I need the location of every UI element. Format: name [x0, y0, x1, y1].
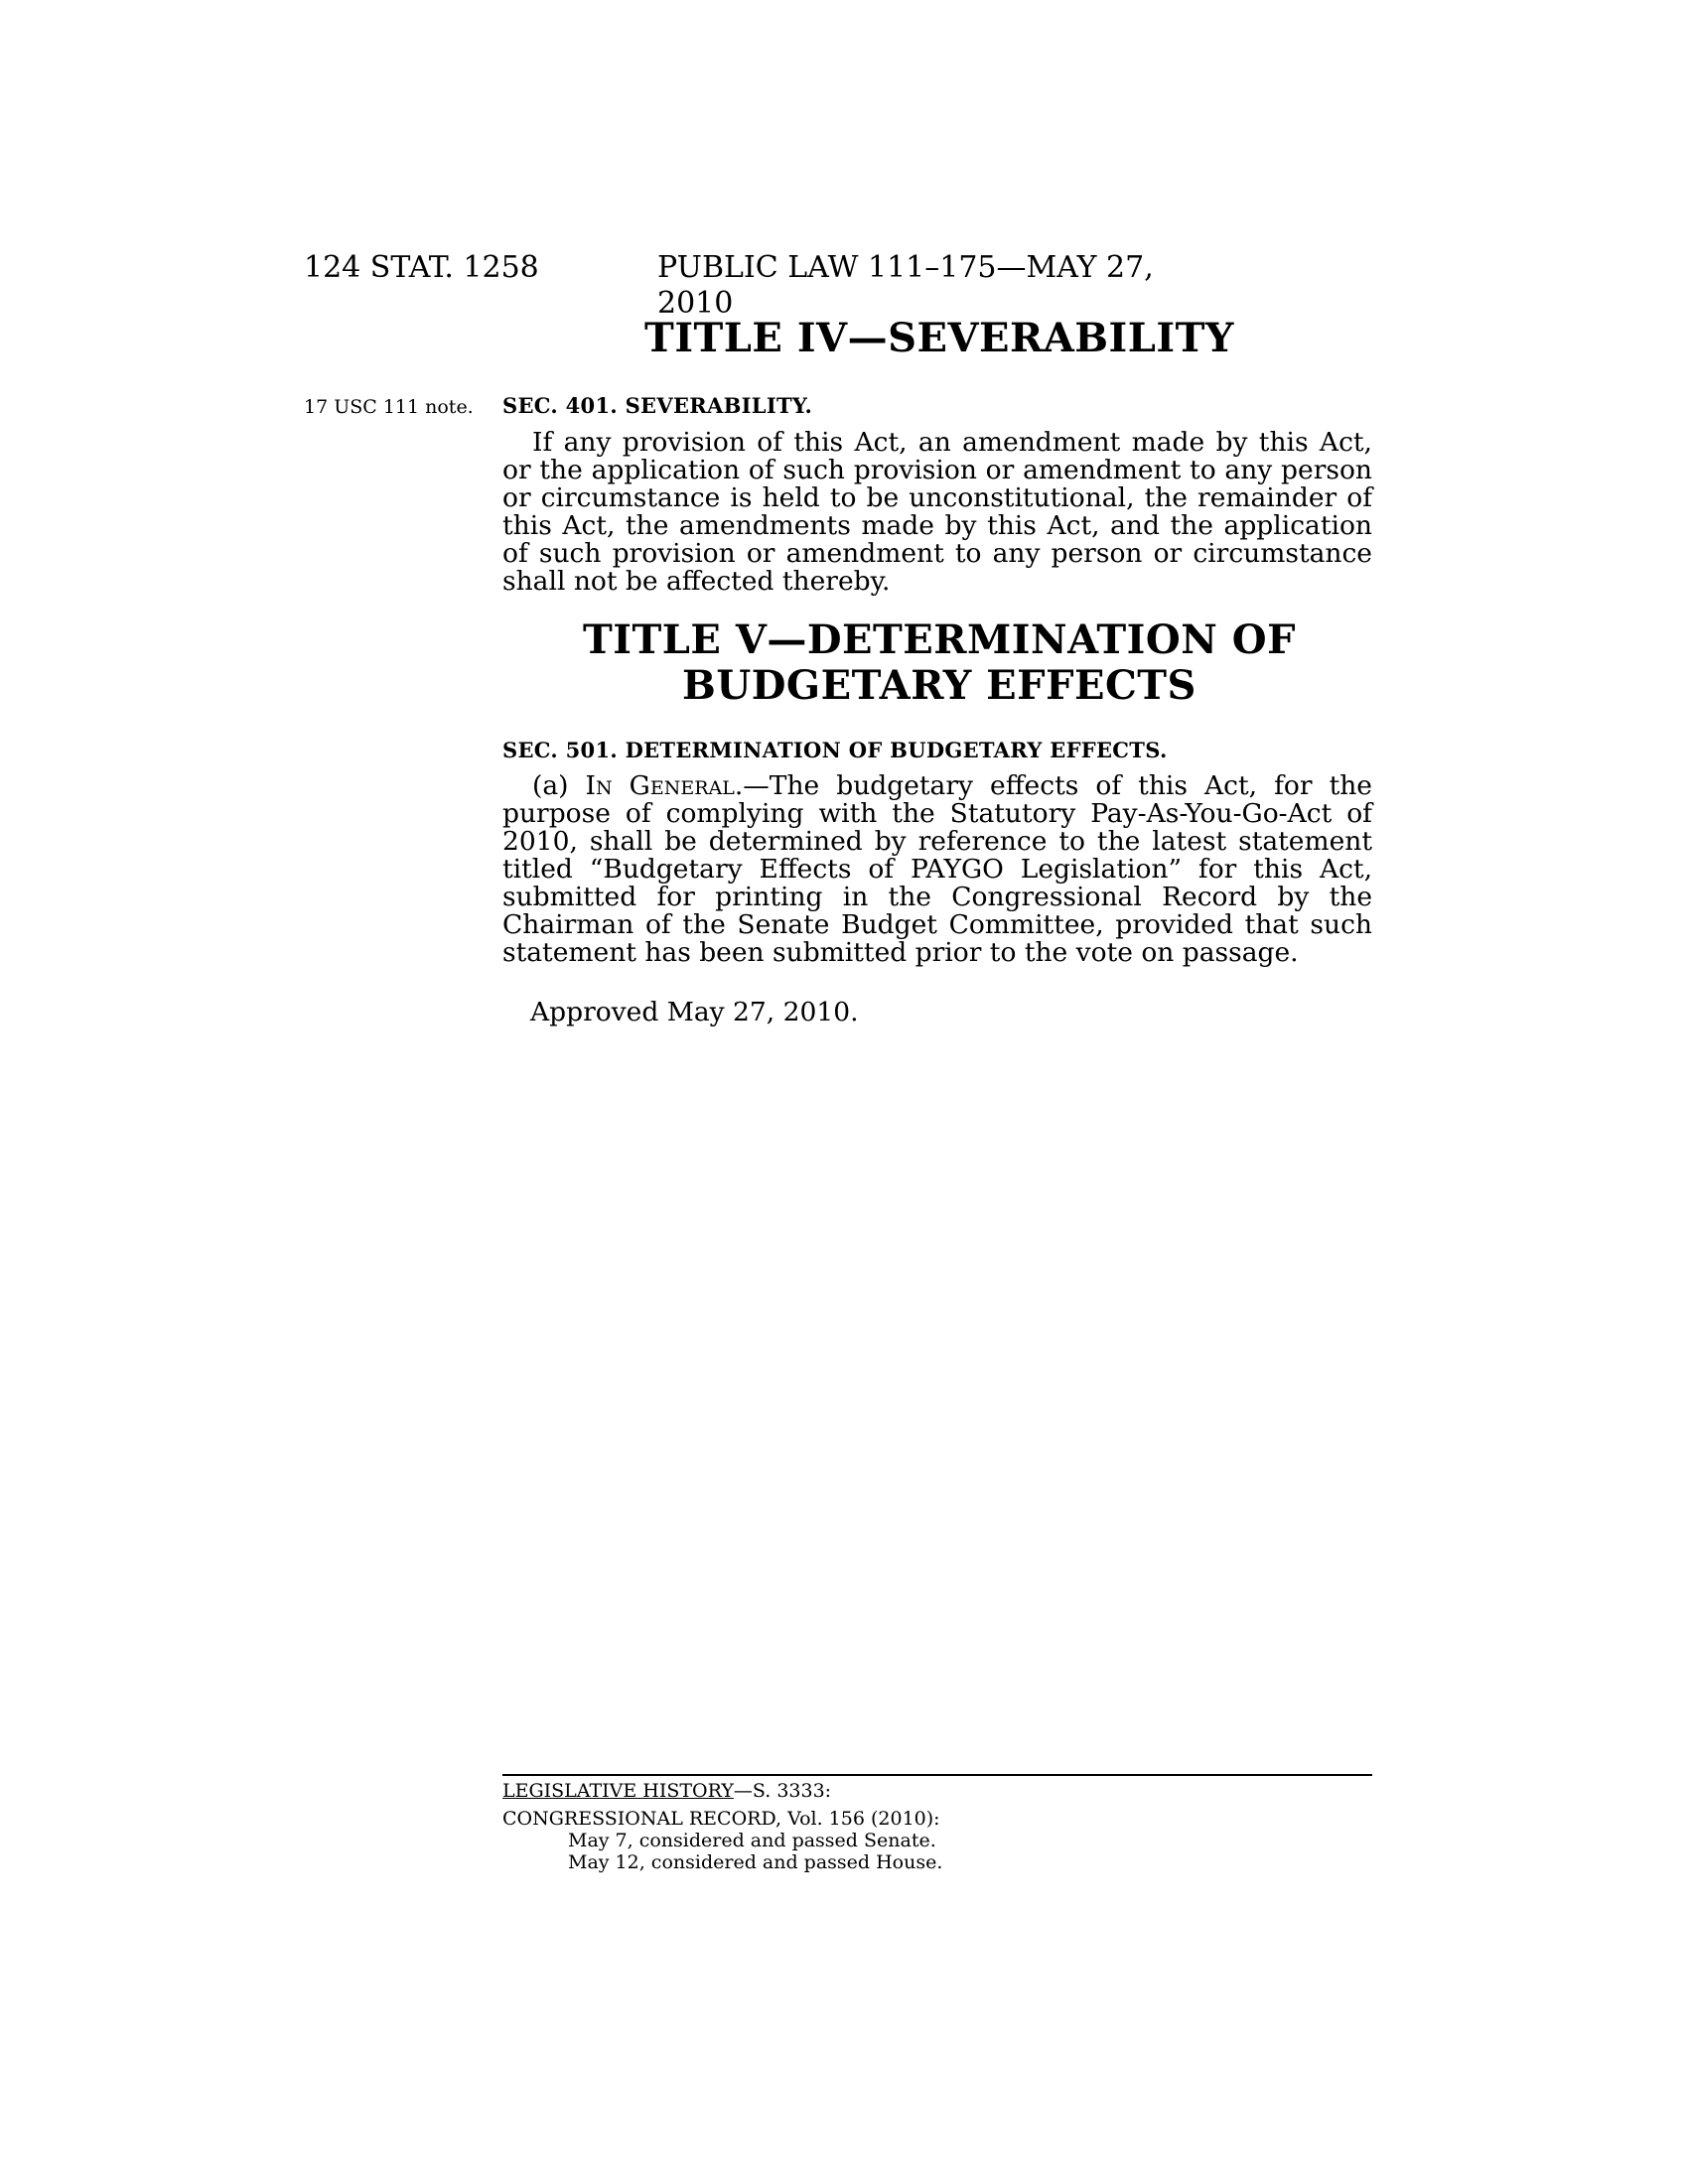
section-501-body: [502, 772, 1372, 967]
legislative-history: [502, 1780, 1372, 1873]
stat-page-number: 124 STAT. 1258: [304, 250, 539, 285]
usc-margin-note: 17 USC 111 note.: [304, 396, 474, 418]
history-entry: May 7, considered and passed Senate.: [568, 1830, 936, 1851]
public-law-header: PUBLIC LAW 111–175—MAY 27, 2010: [657, 250, 1154, 321]
section-501-heading: SEC. 501. DETERMINATION OF BUDGETARY EFFECTS.: [502, 738, 1168, 762]
section-401-body: If any provision of this Act, an amendment made by this Act, or the application of such provision or amendment to any person or circumstance is held to be unconstitutional, the remainder of this Act, the amendments made by this Act, and the application of such provision or amendment to any person or circumstance shall not be affected thereby.: [502, 427, 1372, 597]
paragraph-caption: In General: [585, 770, 735, 801]
bill-number: —S. 3333:: [733, 1780, 832, 1802]
footer-divider: [502, 1774, 1372, 1776]
congressional-record: CONGRESSIONAL RECORD, Vol. 156 (2010):: [502, 1808, 940, 1830]
title-v-heading-line2: BUDGETARY EFFECTS: [682, 662, 1196, 709]
approval-date: Approved May 27, 2010.: [530, 997, 859, 1027]
title-iv-heading: TITLE IV—SEVERABILITY: [644, 315, 1234, 361]
history-entry: May 12, considered and passed House.: [568, 1851, 943, 1873]
title-v-heading-line1: TITLE V—DETERMINATION OF: [583, 616, 1296, 663]
paragraph-dash: .—: [734, 770, 770, 801]
legislative-history-title: [502, 1780, 1372, 1802]
section-401-heading: SEC. 401. SEVERABILITY.: [502, 393, 813, 418]
paragraph-text: The budgetary effects of this Act, for the purpose of complying with the Statutory Pay-As-You-Go-Act of 2010, shall be determined by reference to the latest statement titled “Budgetary Effects of PAYGO Legislation” for this Act, submitted for printing in the Congressional Record by the Chairman of the Senate Budget Committee, provided that such statement has been submitted prior to the vote on passage.: [502, 770, 1372, 968]
running-head: [304, 250, 1219, 321]
title-v-heading: [502, 617, 1376, 709]
paragraph-label: (a): [532, 770, 569, 801]
legislative-history-label: LEGISLATIVE HISTORY: [502, 1780, 734, 1802]
